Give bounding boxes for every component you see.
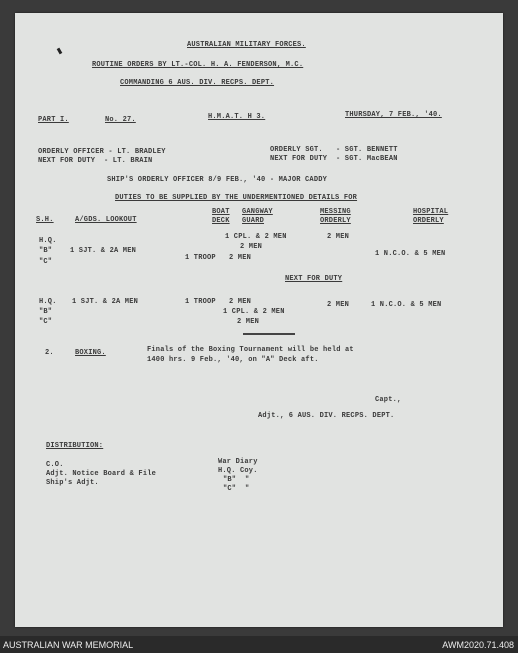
distribution-item: "C" ": [223, 485, 250, 493]
table-cell: 1 SJT. & 2A MEN: [72, 298, 139, 306]
next-for-duty-heading: NEXT FOR DUTY: [285, 275, 343, 283]
table-cell: 1 TROOP 2 MEN: [185, 298, 252, 306]
col-header-lookout: A/GDS. LOOKOUT: [75, 216, 137, 224]
distribution-item: War Diary: [218, 458, 258, 466]
next-duty-sgt: NEXT FOR DUTY - SGT. MacBEAN: [270, 155, 398, 163]
part-label: PART I.: [38, 116, 69, 124]
distribution-item: Ship's Adjt.: [46, 479, 99, 487]
footer-accession-number: AWM2020.71.408: [442, 640, 514, 650]
item2-text-line2: 1400 hrs. 9 Feb., '40, on "A" Deck aft.: [147, 356, 319, 364]
signature-rank: Capt.,: [375, 396, 402, 404]
table-cell: 1 SJT. & 2A MEN: [70, 247, 137, 255]
table-cell: 1 N.C.O. & 5 MEN: [371, 301, 442, 309]
distribution-item: Adjt. Notice Board & File: [46, 470, 157, 478]
distribution-heading: DISTRIBUTION:: [46, 442, 104, 450]
order-date: THURSDAY, 7 FEB., '40.: [345, 111, 442, 119]
item2-text-line1: Finals of the Boxing Tournament will be held at: [147, 346, 354, 354]
col-header-sh: S.H.: [36, 216, 54, 224]
heading-line3: COMMANDING 6 AUS. DIV. RECPS. DEPT.: [120, 79, 275, 87]
table-cell: 2 MEN: [237, 318, 260, 326]
orderly-sgt: ORDERLY SGT. - SGT. BENNETT: [270, 146, 398, 154]
heading-line2: ROUTINE ORDERS BY LT.-COL. H. A. FENDERSON, M.C.: [92, 61, 304, 69]
ship-name: H.M.A.T. H 3.: [208, 113, 266, 121]
distribution-item: C.O.: [46, 461, 64, 469]
details-heading: DUTIES TO BE SUPPLIED BY THE UNDERMENTIONED DETAILS FOR: [115, 194, 358, 202]
col-header-gangway: GANGWAY: [242, 208, 273, 216]
table-row-unit: "C": [39, 258, 53, 266]
table-cell: 1 CPL. & 2 MEN: [223, 308, 285, 316]
table-cell: 1 TROOP 2 MEN: [185, 254, 252, 262]
col-header-hospital: HOSPITAL: [413, 208, 449, 216]
col-sub-orderly: ORDERLY: [320, 217, 351, 225]
divider-rule: [243, 333, 295, 335]
col-header-messing: MESSING: [320, 208, 351, 216]
col-sub-hospital-orderly: ORDERLY: [413, 217, 444, 225]
document-page: [15, 13, 503, 627]
table-row-unit: H.Q.: [39, 298, 57, 306]
table-cell: 1 CPL. & 2 MEN: [225, 233, 287, 241]
footer-credit: AUSTRALIAN WAR MEMORIAL: [3, 640, 134, 650]
table-cell: 2 MEN: [327, 233, 350, 241]
distribution-item: H.Q. Coy.: [218, 467, 258, 475]
ink-mark: [57, 48, 63, 55]
col-sub-guard: GUARD: [242, 217, 265, 225]
table-cell: 1 N.C.O. & 5 MEN: [375, 250, 446, 258]
col-header-boat: BOAT: [212, 208, 230, 216]
table-row-unit: H.Q.: [39, 237, 57, 245]
col-sub-deck: DECK: [212, 217, 230, 225]
ships-orderly-officer: SHIP'S ORDERLY OFFICER 8/9 FEB., '40 - MAJOR CADDY: [107, 176, 328, 184]
order-number: No. 27.: [105, 116, 136, 124]
table-row-unit: "B": [39, 247, 53, 255]
heading-line1: AUSTRALIAN MILITARY FORCES.: [187, 41, 306, 49]
item2-title: BOXING.: [75, 349, 106, 357]
distribution-item: "B" ": [223, 476, 250, 484]
footer-bar: [0, 636, 518, 653]
table-row-unit: "B": [39, 308, 53, 316]
table-cell: 2 MEN: [240, 243, 263, 251]
signature-title: Adjt., 6 AUS. DIV. RECPS. DEPT.: [258, 412, 395, 420]
next-duty-officer: NEXT FOR DUTY - LT. BRAIN: [38, 157, 153, 165]
table-row-unit: "C": [39, 318, 53, 326]
item2-number: 2.: [45, 349, 54, 357]
table-cell: 2 MEN: [327, 301, 350, 309]
orderly-officer: ORDERLY OFFICER - LT. BRADLEY: [38, 148, 166, 156]
